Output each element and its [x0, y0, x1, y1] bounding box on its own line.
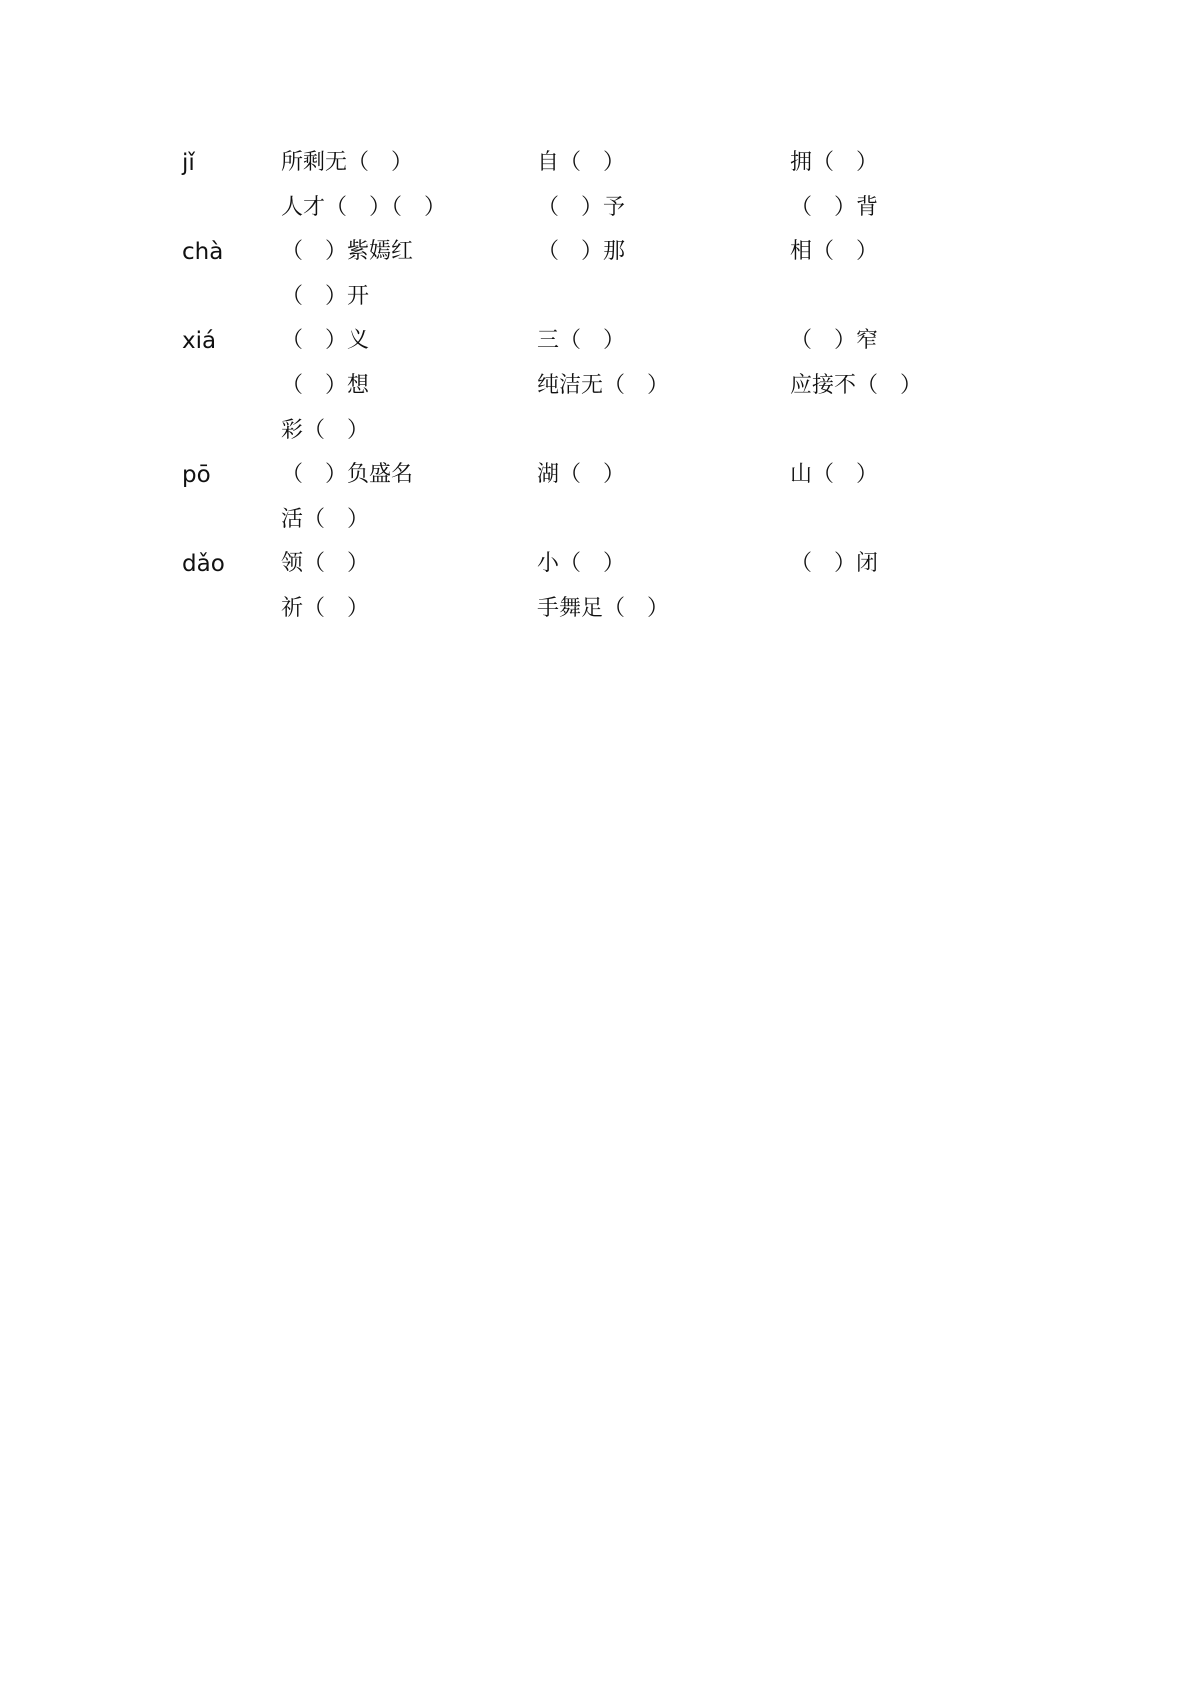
word-blank: 手舞足（ ）: [537, 595, 670, 621]
exercise-row: [0, 282, 1200, 327]
exercise-row: [0, 371, 1200, 416]
word-blank: （ ）那: [537, 239, 626, 265]
word-blank: （ ）想: [281, 372, 370, 398]
pinyin-label: pō: [182, 462, 211, 489]
word-blank: 彩（ ）: [281, 417, 370, 443]
pinyin-word-exercise: [0, 148, 1200, 639]
word-blank: （ ）紫嫣红: [281, 239, 414, 265]
pinyin-label: xiá: [182, 328, 217, 355]
word-blank: 自（ ）: [537, 150, 626, 175]
word-blank: （ ）开: [281, 283, 370, 309]
word-blank: 活（ ）: [281, 506, 370, 532]
pinyin-label: chà: [182, 239, 224, 266]
pinyin-label: jǐ: [182, 150, 195, 176]
exercise-row: [0, 237, 1200, 282]
exercise-row: [0, 594, 1200, 639]
exercise-row: [0, 148, 1200, 193]
word-blank: 纯洁无（ ）: [537, 372, 670, 398]
word-blank: （ ）背: [790, 194, 879, 220]
word-blank: 相（ ）: [790, 239, 879, 265]
word-blank: 拥（ ）: [790, 150, 879, 175]
word-blank: 小（ ）: [537, 551, 626, 577]
word-blank: 人才（ ）（ ）: [281, 194, 447, 220]
word-blank: （ ）窄: [790, 328, 879, 354]
pinyin-label: dǎo: [182, 551, 225, 578]
word-blank: （ ）负盛名: [281, 462, 414, 488]
word-blank: （ ）闭: [790, 551, 879, 577]
word-blank: 领（ ）: [281, 551, 370, 577]
word-blank: 山（ ）: [790, 462, 879, 488]
word-blank: 所剩无（ ）: [281, 150, 414, 175]
word-blank: 湖（ ）: [537, 462, 626, 488]
word-blank: 祈（ ）: [281, 595, 370, 621]
exercise-row: [0, 505, 1200, 550]
exercise-row: [0, 549, 1200, 594]
word-blank: （ ）予: [537, 194, 626, 220]
exercise-row: [0, 460, 1200, 505]
word-blank: 应接不（ ）: [790, 372, 923, 398]
word-blank: 三（ ）: [537, 328, 626, 354]
exercise-row: [0, 416, 1200, 461]
word-blank: （ ）义: [281, 328, 370, 354]
exercise-row: [0, 326, 1200, 371]
exercise-row: [0, 193, 1200, 238]
